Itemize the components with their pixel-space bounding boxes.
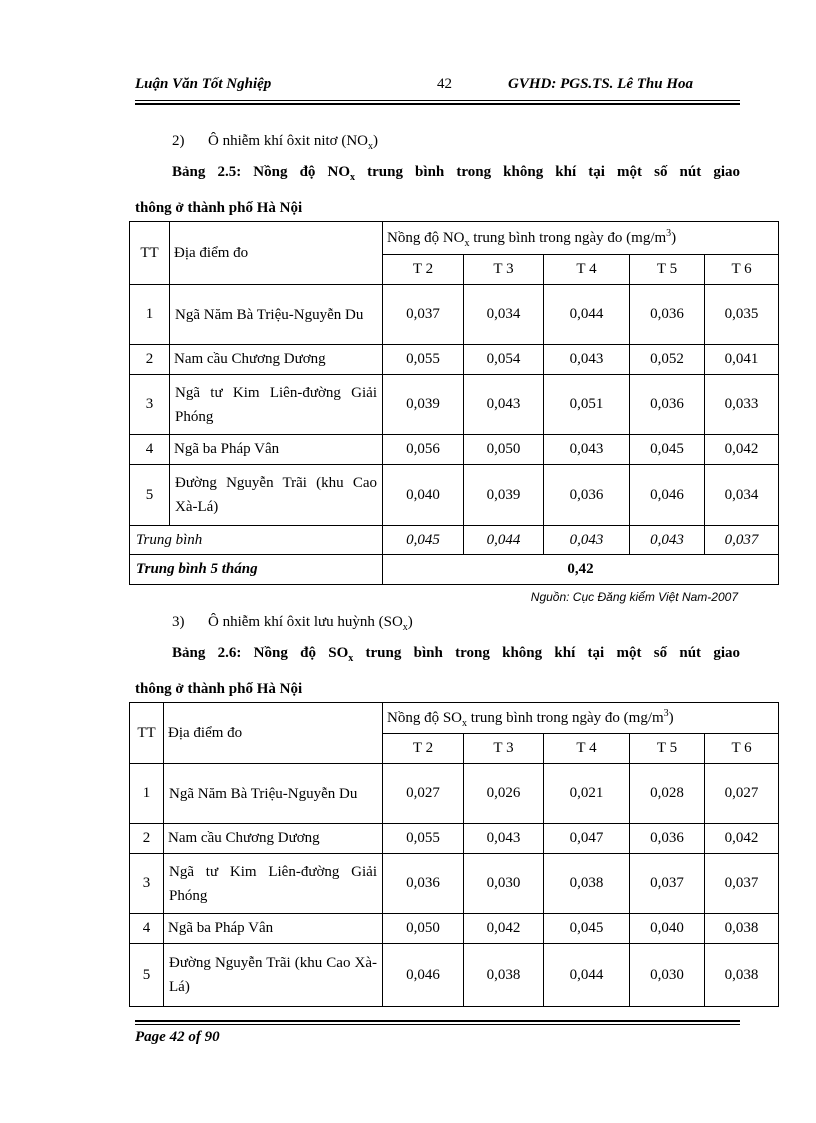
table-2-6-caption (135, 638, 740, 704)
five-month-average-label: Trung bình 5 tháng (130, 555, 383, 585)
value-cell: 0,036 (544, 465, 630, 526)
average-value: 0,044 (464, 526, 544, 555)
group-header-subscript: x (464, 237, 470, 249)
table-row (130, 285, 779, 345)
header-supervisor: GVHD: PGS.TS. Lê Thu Hoa (508, 76, 694, 92)
table-row (130, 824, 779, 854)
value-cell: 0,036 (630, 285, 705, 345)
group-header-superscript: 3 (663, 707, 669, 719)
value-cell: 0,034 (705, 465, 779, 526)
table-2-6 (129, 702, 779, 1007)
caption-2-5-line-2: thông ở thành phố Hà Nội (135, 200, 303, 216)
month-header: T 2 (383, 255, 464, 285)
row-location: Ngã tư Kim Liên-đường Giải Phóng (170, 375, 383, 435)
value-cell: 0,038 (544, 854, 630, 914)
value-cell: 0,035 (705, 285, 779, 345)
concentration-group-header (383, 222, 779, 255)
value-cell: 0,046 (383, 944, 464, 1007)
average-value: 0,037 (705, 526, 779, 555)
group-header-close: ) (668, 709, 674, 726)
value-cell: 0,042 (464, 914, 544, 944)
row-tt: 4 (130, 914, 164, 944)
row-tt: 5 (130, 465, 170, 526)
month-header: T 5 (630, 255, 705, 285)
table-row (130, 854, 779, 914)
group-header-part-a: Nồng độ SO (387, 709, 463, 726)
value-cell: 0,039 (383, 375, 464, 435)
row-location: Ngã ba Pháp Vân (170, 435, 383, 465)
value-cell: 0,027 (383, 764, 464, 824)
row-tt: 1 (130, 764, 164, 824)
month-header: T 3 (464, 255, 544, 285)
value-cell: 0,054 (464, 345, 544, 375)
section-2-number: 2) (172, 133, 185, 149)
average-row (130, 526, 779, 555)
footer-rule-thick (135, 1020, 740, 1022)
value-cell: 0,043 (544, 435, 630, 465)
group-header-part-b: trung bình trong ngày đo (mg/m (467, 709, 664, 726)
table-row (130, 944, 779, 1007)
row-tt: 4 (130, 435, 170, 465)
header-title: Luận Văn Tốt Nghiệp (135, 76, 272, 92)
month-header: T 4 (544, 734, 630, 764)
header-rule-thick (135, 103, 740, 105)
value-cell: 0,036 (630, 824, 705, 854)
value-cell: 0,033 (705, 375, 779, 435)
section-2-heading (172, 133, 378, 152)
table-row (130, 764, 779, 824)
value-cell: 0,051 (544, 375, 630, 435)
group-header-superscript: 3 (666, 227, 672, 239)
group-header-part-a: Nồng độ NO (387, 229, 465, 246)
group-header-part-b: trung bình trong ngày đo (mg/m (469, 229, 667, 246)
value-cell: 0,038 (705, 944, 779, 1007)
row-tt: 2 (130, 824, 164, 854)
month-header: T 6 (705, 255, 779, 285)
row-tt: 5 (130, 944, 164, 1007)
value-cell: 0,044 (544, 285, 630, 345)
section-3-title: Ô nhiễm khí ôxit lưu huỳnh (SO (208, 614, 403, 630)
value-cell: 0,028 (630, 764, 705, 824)
average-value: 0,043 (544, 526, 630, 555)
value-cell: 0,027 (705, 764, 779, 824)
caption-2-6-part-b: trung bình trong không khí tại một số nút giao (353, 645, 740, 661)
group-header-subscript: x (462, 717, 468, 729)
row-location: Ngã tư Kim Liên-đường Giải Phóng (164, 854, 383, 914)
section-3-close: ) (407, 614, 413, 630)
value-cell: 0,043 (544, 345, 630, 375)
row-tt: 3 (130, 375, 170, 435)
section-2-title: Ô nhiễm khí ôxit nitơ (NO (208, 133, 369, 149)
row-tt: 2 (130, 345, 170, 375)
value-cell: 0,038 (705, 914, 779, 944)
section-2-close: ) (373, 133, 379, 149)
value-cell: 0,047 (544, 824, 630, 854)
month-header: T 4 (544, 255, 630, 285)
value-cell: 0,052 (630, 345, 705, 375)
page-footer: Page 42 of 90 (135, 1029, 220, 1045)
row-location: Đường Nguyễn Trãi (khu Cao Xà-Lá) (164, 944, 383, 1007)
value-cell: 0,044 (544, 944, 630, 1007)
value-cell: 0,039 (464, 465, 544, 526)
value-cell: 0,050 (383, 914, 464, 944)
header-rule-thin (135, 100, 740, 101)
caption-2-5-subscript: x (350, 172, 356, 183)
value-cell: 0,037 (630, 854, 705, 914)
value-cell: 0,043 (464, 375, 544, 435)
value-cell: 0,034 (464, 285, 544, 345)
table-row (130, 465, 779, 526)
section-3-heading (172, 614, 413, 633)
value-cell: 0,045 (544, 914, 630, 944)
col-location-header: Địa điểm đo (170, 222, 383, 285)
caption-2-6-subscript: x (348, 653, 354, 664)
table-2-5 (129, 221, 779, 585)
row-location: Ngã Năm Bà Triệu-Nguyễn Du (164, 764, 383, 824)
row-location: Ngã Năm Bà Triệu-Nguyễn Du (170, 285, 383, 345)
row-tt: 3 (130, 854, 164, 914)
value-cell: 0,030 (464, 854, 544, 914)
caption-2-5-part-b: trung bình trong không khí tại một số nút giao (355, 164, 740, 180)
value-cell: 0,037 (705, 854, 779, 914)
value-cell: 0,041 (705, 345, 779, 375)
value-cell: 0,043 (464, 824, 544, 854)
value-cell: 0,038 (464, 944, 544, 1007)
table-row (130, 375, 779, 435)
value-cell: 0,042 (705, 824, 779, 854)
footer-rule-thin (135, 1024, 740, 1025)
value-cell: 0,040 (383, 465, 464, 526)
value-cell: 0,030 (630, 944, 705, 1007)
col-tt-header: TT (130, 703, 164, 764)
value-cell: 0,026 (464, 764, 544, 824)
value-cell: 0,036 (630, 375, 705, 435)
header-page-number: 42 (437, 76, 452, 92)
average-value: 0,043 (630, 526, 705, 555)
value-cell: 0,055 (383, 345, 464, 375)
table-row (130, 345, 779, 375)
concentration-group-header (383, 703, 779, 734)
row-location: Nam cầu Chương Dương (170, 345, 383, 375)
value-cell: 0,055 (383, 824, 464, 854)
month-header: T 5 (630, 734, 705, 764)
average-value: 0,045 (383, 526, 464, 555)
month-header: T 2 (383, 734, 464, 764)
month-header: T 3 (464, 734, 544, 764)
caption-2-6-line-2: thông ở thành phố Hà Nội (135, 681, 303, 697)
row-location: Ngã ba Pháp Vân (164, 914, 383, 944)
value-cell: 0,036 (383, 854, 464, 914)
five-month-average-value: 0,42 (383, 555, 779, 585)
row-location: Đường Nguyễn Trãi (khu Cao Xà-Lá) (170, 465, 383, 526)
section-3-subscript: x (402, 622, 408, 633)
value-cell: 0,045 (630, 435, 705, 465)
table-2-5-caption (135, 157, 740, 223)
section-2-subscript: x (368, 141, 374, 152)
group-header-close: ) (671, 229, 677, 246)
average-label: Trung bình (130, 526, 383, 555)
value-cell: 0,056 (383, 435, 464, 465)
row-location: Nam cầu Chương Dương (164, 824, 383, 854)
col-location-header: Địa điểm đo (164, 703, 383, 764)
caption-2-5-part-a: Bảng 2.5: Nồng độ NO (172, 164, 351, 180)
caption-2-6-part-a: Bảng 2.6: Nồng độ SO (172, 645, 349, 661)
month-header: T 6 (705, 734, 779, 764)
page-header (135, 76, 740, 96)
five-month-average-row (130, 555, 779, 585)
value-cell: 0,050 (464, 435, 544, 465)
section-3-number: 3) (172, 614, 185, 630)
value-cell: 0,042 (705, 435, 779, 465)
table-row (130, 914, 779, 944)
col-tt-header: TT (130, 222, 170, 285)
value-cell: 0,021 (544, 764, 630, 824)
table-2-5-source: Nguồn: Cục Đăng kiểm Việt Nam-2007 (530, 590, 738, 604)
value-cell: 0,046 (630, 465, 705, 526)
row-tt: 1 (130, 285, 170, 345)
value-cell: 0,040 (630, 914, 705, 944)
value-cell: 0,037 (383, 285, 464, 345)
table-row (130, 435, 779, 465)
